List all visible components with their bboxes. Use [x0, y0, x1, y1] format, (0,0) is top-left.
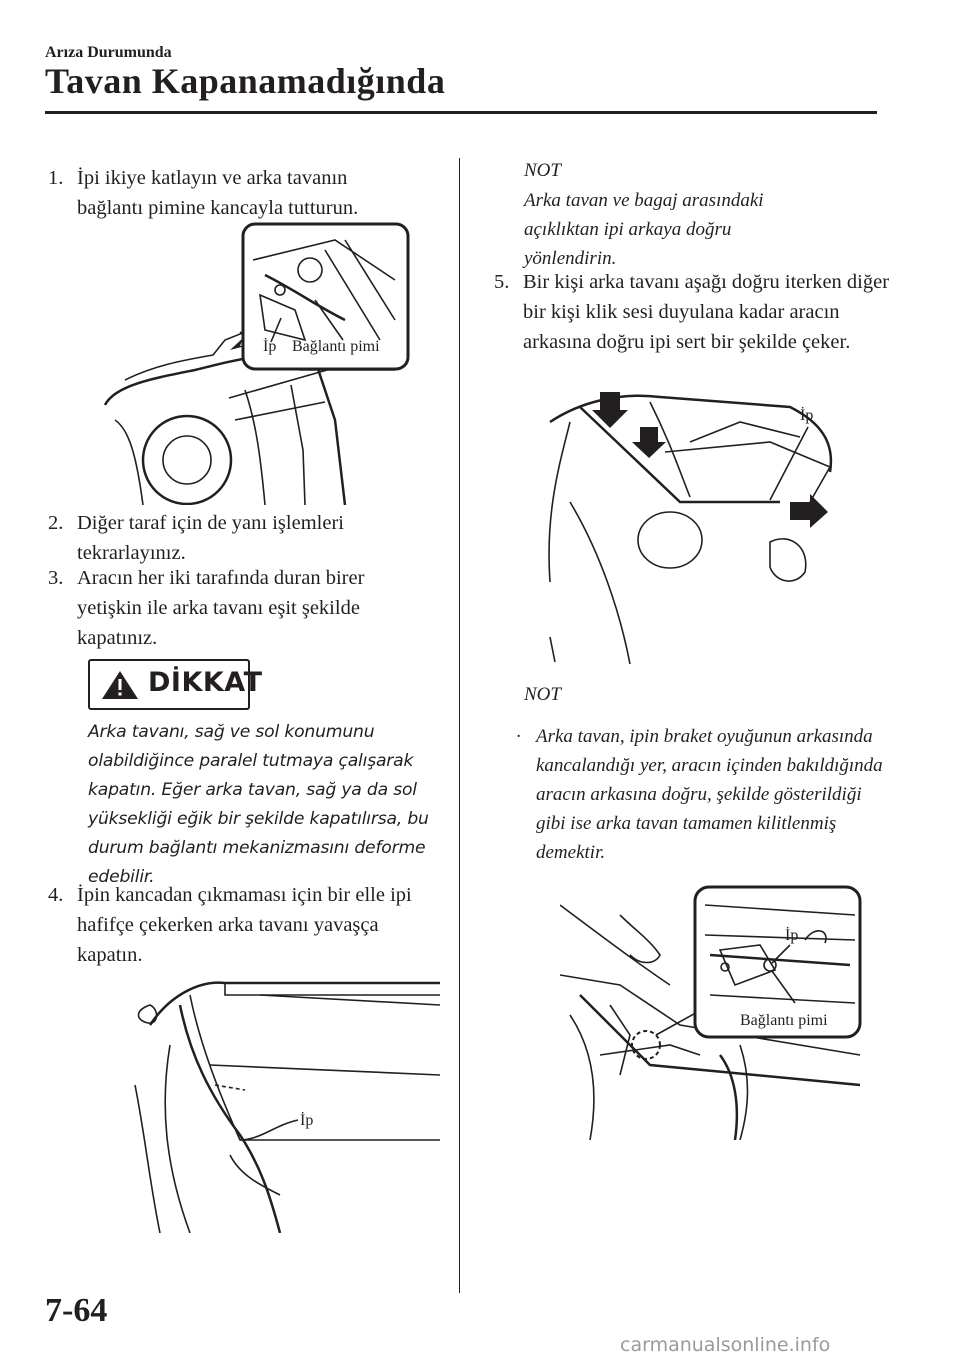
step-number: 5.: [494, 271, 510, 293]
step-3: [48, 563, 418, 653]
step-text: İpin kancadan çıkmaması için bir elle ipi hafifçe çekerken arka tavanı yavaşça kapatın.: [77, 884, 412, 966]
rear-deck-illustration: [549, 392, 831, 664]
step-1: [48, 163, 418, 223]
fig1-label-rope: İp: [263, 338, 277, 355]
figure-pull-rope: [540, 382, 860, 664]
note-2-item: [516, 722, 894, 867]
figure-locked-check: [560, 885, 865, 1140]
step-number: 1.: [48, 167, 64, 189]
caution-text: Arka tavanı, sağ ve sol konumunu olabildiğince paralel tutmaya çalışarak kapatın. Eğer arka tavan, sağ ya da sol yüksekliği eğik bir şekilde kapatılırsa, bu durum bağlantı mekanizmasını deforme edebilir.: [88, 722, 429, 887]
figure-hook-rope: [95, 220, 415, 505]
page-title: Tavan Kapanamadığında: [45, 61, 446, 101]
note-1-heading: NOT: [524, 160, 561, 181]
caution-badge: [88, 659, 263, 710]
section-label: Arıza Durumunda: [45, 44, 172, 61]
warning-triangle-icon: [100, 669, 140, 701]
step-text: İpi ikiye katlayın ve arka tavanın bağlantı pimine kancayla tutturun.: [77, 167, 359, 219]
watermark: carmanualsonline.info: [620, 1334, 831, 1356]
title-rule: [45, 111, 877, 114]
note-2-heading: NOT: [524, 684, 561, 705]
fig4-label-rope: İp: [300, 1112, 314, 1129]
step-text: Aracın her iki tarafında duran birer yetişkin ile arka tavanı eşit şekilde kapatınız.: [77, 567, 365, 649]
step-number: 2.: [48, 512, 64, 534]
step-number: 3.: [48, 567, 64, 589]
figure-close-roof: [130, 965, 455, 1233]
fig6-label-rope: İp: [785, 927, 799, 944]
note-1-text: Arka tavan ve bagaj arasındaki açıklıktan ipi arkaya doğru yönlendirin.: [524, 190, 764, 269]
step-4: [48, 880, 418, 970]
column-divider: [459, 158, 460, 1293]
fig6-label-pin: Bağlantı pimi: [740, 1012, 828, 1029]
note-2-bullet: ·: [516, 726, 521, 747]
step-2: [48, 508, 418, 568]
step-text: Bir kişi arka tavanı aşağı doğru iterken diğer bir kişi klik sesi duyulana kadar aracın arkasına doğru ipi sert bir şekilde çeker.: [523, 271, 890, 353]
step-5: [494, 267, 894, 357]
step-text: Diğer taraf için de yanı işlemleri tekrarlayınız.: [77, 512, 344, 564]
fig1-label-pin: Bağlantı pimi: [292, 338, 380, 355]
rear-roof-illustration: [135, 983, 440, 1233]
page-number: 7-64: [45, 1292, 108, 1329]
note-2-text: Arka tavan, ipin braket oyuğunun arkasında kancalandığı yer, aracın içinden bakıldığında aracın arkasına doğru, şekilde gösterildiği gibi ise arka tavan tamamen kilitlenmiş demektir.: [536, 726, 883, 863]
step-number: 4.: [48, 884, 64, 906]
caution-label: DİKKAT: [148, 667, 263, 698]
fig5-label-rope: İp: [800, 407, 814, 424]
